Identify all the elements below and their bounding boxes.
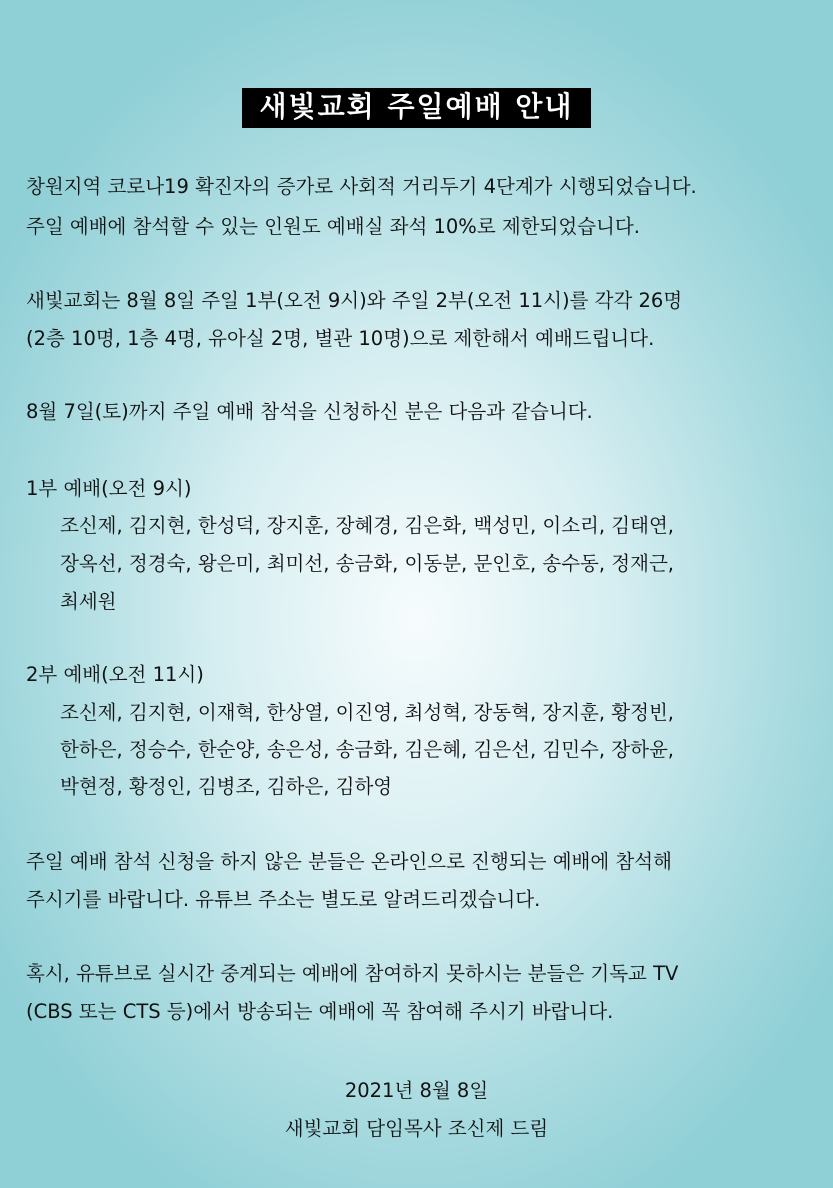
online-line-1: 주일 예배 참석 신청을 하지 않은 분들은 온라인으로 진행되는 예배에 참석해 bbox=[26, 850, 672, 873]
tv-line-1: 혹시, 유튜브로 실시간 중계되는 예배에 참여하지 못하시는 분들은 기독교 TV bbox=[26, 962, 679, 985]
notice-title: 새빛교회 주일예배 안내 bbox=[242, 88, 592, 128]
service1-heading: 1부 예배(오전 9시) bbox=[26, 477, 192, 500]
tv-line-2: (CBS 또는 CTS 등)에서 방송되는 예배에 꼭 참여해 주시기 바랍니다. bbox=[26, 1000, 614, 1023]
limit-line-1: 새빛교회는 8월 8일 주일 1부(오전 9시)와 주일 2부(오전 11시)를 각각 26명 bbox=[26, 289, 683, 312]
signature: 새빛교회 담임목사 조신제 드림 bbox=[284, 1117, 549, 1140]
intro-line-2: 주일 예배에 참석할 수 있는 인원도 예배실 좌석 10%로 제한되었습니다. bbox=[26, 215, 640, 238]
service1-names-line-1: 조신제, 김지현, 한성덕, 장지훈, 장혜경, 김은화, 백성민, 이소리, 김태연, bbox=[60, 514, 674, 537]
service2-names-line-2: 한하은, 정승수, 한순양, 송은성, 송금화, 김은혜, 김은선, 김민수, 장하윤, bbox=[60, 738, 674, 761]
service2-names-line-1: 조신제, 김지현, 이재혁, 한상열, 이진영, 최성혁, 장동혁, 장지훈, 황정빈, bbox=[60, 701, 674, 724]
intro-line-1: 창원지역 코로나19 확진자의 증가로 사회적 거리두기 4단계가 시행되었습니다. bbox=[26, 175, 697, 198]
service2-names-line-3: 박현정, 황정인, 김병조, 김하은, 김하영 bbox=[60, 775, 393, 798]
online-line-2: 주시기를 바랍니다. 유튜브 주소는 별도로 알려드리겠습니다. bbox=[26, 888, 541, 911]
service1-names-line-2: 장옥선, 정경숙, 왕은미, 최미선, 송금화, 이동분, 문인호, 송수동, 정재근, bbox=[60, 552, 674, 575]
notice-date: 2021년 8월 8일 bbox=[344, 1079, 489, 1102]
service1-names-line-3: 최세원 bbox=[60, 590, 117, 613]
applicants-line: 8월 7일(토)까지 주일 예배 참석을 신청하신 분은 다음과 같습니다. bbox=[26, 400, 593, 423]
limit-line-2: (2층 10명, 1층 4명, 유아실 2명, 별관 10명)으로 제한해서 예배드립니다. bbox=[26, 327, 655, 350]
service2-heading: 2부 예배(오전 11시) bbox=[26, 663, 204, 686]
title-wrap bbox=[0, 88, 833, 128]
